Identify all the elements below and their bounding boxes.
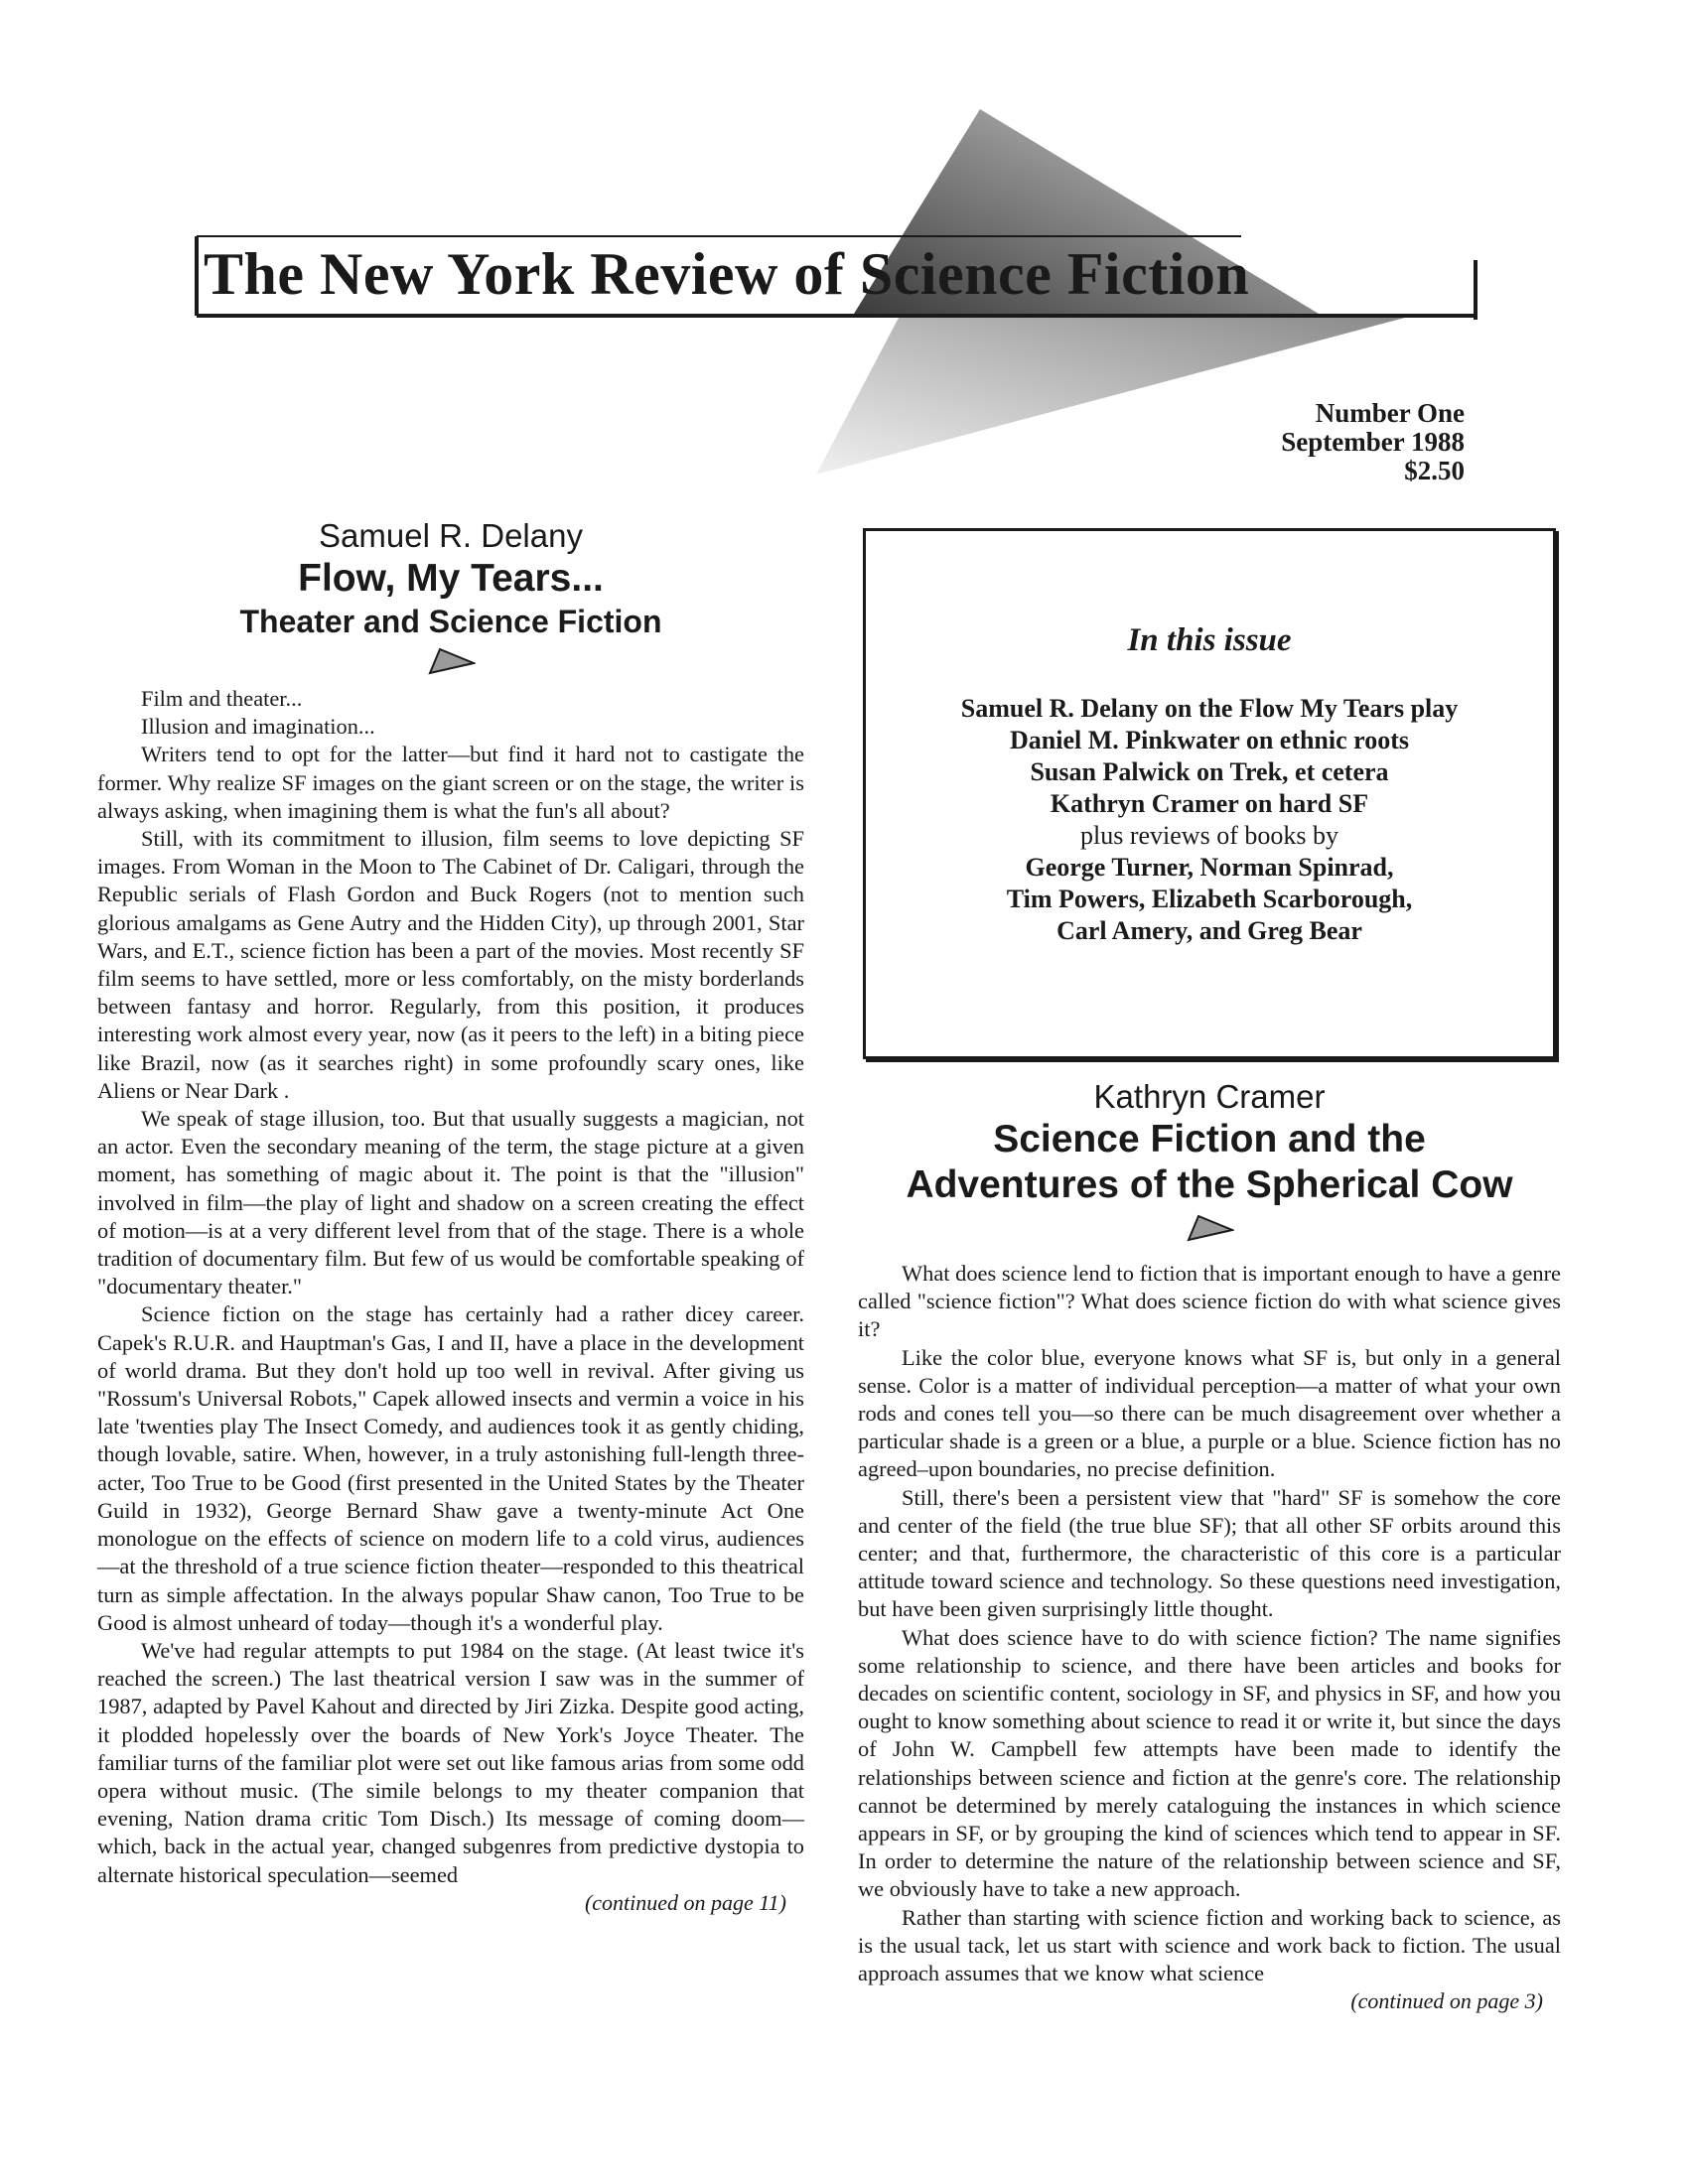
left-paragraph: Science fiction on the stage has certainly had a rather dicey career. Capek's R.U.R. and Hauptman's Gas, I and II, have a place in the development of world drama. But they don't hold up too well in revival. After giving us "Rossum's Universal Robots," Capek allowed insects and vermin a voice in his late 'twenties play The Insect Comedy, and audiences took it as gently chiding, though lovable, satire. When, however, in a truly astonishing full-length three-acter, Too True to be Good (first presented in the United States by the Theater Guild in 1932), George Bernard Shaw gave a twenty-minute Act One monologue on the effects of science on modern life to a cold virus, audiences—at the threshold of a true science fiction theater—responded to this theatrical turn as simple affectation. In the always popular Shaw canon, Too True to be Good is almost unheard of today—though it's a wonderful play.	[97, 1301, 804, 1635]
right-article-title-line1: Science Fiction and the	[993, 1118, 1426, 1160]
in-this-issue-heading: In this issue	[1127, 622, 1292, 658]
issue-date: September 1988	[1281, 427, 1465, 457]
right-paragraph: What does science lend to fiction that is important enough to have a genre called "science fiction"? What does science fiction do with what science gives it?	[858, 1261, 1561, 1342]
contents-item: Daniel M. Pinkwater on ethnic roots	[1009, 726, 1410, 754]
in-this-issue-list	[866, 693, 1553, 947]
left-paragraph: Writers tend to opt for the latter—but find it hard not to castigate the former. Why realize SF images on the giant screen or on the stage, the writer is always asking, when imagining them is what the fun's all about?	[97, 742, 804, 823]
right-paragraph: Like the color blue, everyone knows what SF is, but only in a general sense. Color is a matter of individual perception—a matter of what your own rods and cones tell you—so there can be much disagreement over whether a particular shade is a green or a blue, a purple or a blue. Science fiction has no agreed–upon boundaries, no precise definition.	[858, 1344, 1561, 1482]
in-this-issue-box	[863, 528, 1556, 1059]
contents-item: Samuel R. Delany on the Flow My Tears play	[960, 694, 1459, 723]
review-authors: Carl Amery, and Greg Bear	[1056, 916, 1362, 945]
left-continued-note: (continued on page 11)	[584, 1889, 786, 1915]
right-continued-note: (continued on page 3)	[1350, 1988, 1543, 2014]
left-paragraph: We've had regular attempts to put 1984 on the stage. (At least twice it's reached the screen.) The last theatrical version I saw was in the summer of 1987, adapted by Pavel Kahout and directed by Jiri Zizka. Despite good acting, it plodded hopelessly over the boards of New York's Joyce Theater. The familiar turns of the familiar plot were set out like famous arias from some odd opera without music. (The simile belongs to my theater companion that evening, Nation drama critic Tom Disch.) Its message of coming doom—which, back in the actual year, changed subgenres from predictive dystopia to alternate historical speculation—seemed	[97, 1637, 804, 1887]
issue-info	[1281, 399, 1465, 485]
left-article-subtitle: Theater and Science Fiction	[239, 604, 662, 639]
left-paragraph: We speak of stage illusion, too. But that usually suggests a magician, not an actor. Even the secondary meaning of the term, the stage picture at a given moment, has something of magic about it. The point is that the "illusion" involved in film—the play of light and shadow on a screen creating the effect of motion—is at a very different level from that of the stage. There is a whole tradition of documentary film. But few of us would be comfortable speaking of "documentary theater."	[97, 1106, 804, 1299]
right-paragraph: Rather than starting with science fiction and working back to science, as is the usual tack, let us start with science and work back to fiction. The usual approach assumes that we know what science	[858, 1904, 1561, 1986]
triangle-dingbat-icon	[1185, 1214, 1234, 1242]
contents-item: Susan Palwick on Trek, et cetera	[1030, 757, 1389, 786]
reviews-intro: plus reviews of books by	[1080, 821, 1338, 850]
issue-number: Number One	[1315, 398, 1465, 428]
right-article	[858, 1077, 1561, 2015]
right-article-author: Kathryn Cramer	[1093, 1078, 1326, 1115]
contents-item: Kathryn Cramer on hard SF	[1050, 789, 1369, 818]
right-article-body	[858, 1260, 1561, 1987]
left-paragraph: Still, with its commitment to illusion, film seems to love depicting SF images. From Woman in the Moon to The Cabinet of Dr. Caligari, through the Republic serials of Flash Gordon and Buck Rogers (not to mention such glorious amalgams as Gene Autry and the Hidden City), up through 2001, Star Wars, and E.T., science fiction has been a part of the movies. Most recently SF film seems to have settled, more or less comfortably, on the misty borderlands between fantasy and horror. Regularly, from this position, it produces interesting work almost every year, now (as it peers to the left) in a biting piece like Brazil, now (as it searches right) in some profoundly scary ones, like Aliens or Near Dark .	[97, 826, 804, 1103]
triangle-dingbat-icon	[426, 647, 476, 675]
review-authors: George Turner, Norman Spinrad,	[1025, 853, 1394, 882]
issue-price: $2.50	[1404, 456, 1465, 485]
right-article-title-line2: Adventures of the Spherical Cow	[906, 1163, 1513, 1206]
right-paragraph: Still, there's been a persistent view that "hard" SF is somehow the core and center of the field (the true blue SF); that all other SF orbits around this center; and that, furthermore, the characteristic of this core is a particular attitude toward science and technology. So these questions need investigation, but have been given surprisingly little thought.	[858, 1484, 1561, 1622]
left-paragraph: Film and theater...	[141, 686, 303, 711]
left-article	[97, 516, 804, 1917]
left-paragraph: Illusion and imagination...	[141, 714, 375, 740]
left-article-author: Samuel R. Delany	[319, 517, 583, 554]
review-authors: Tim Powers, Elizabeth Scarborough,	[1006, 885, 1413, 913]
right-paragraph: What does science have to do with science fiction? The name signifies some relationship to science, and there have been articles and books for decades on scientific content, sociology in SF, and physics in SF, and how you ought to know something about science to read it or write it, but since the days of John W. Campbell few attempts have been made to identify the relationships between science and fiction at the genre's core. The relationship cannot be determined by merely cataloguing the instances in which science appears in SF, or by grouping the kind of sciences which tend to appear in SF. In order to determine the nature of the relationship between science and SF, we obviously have to take a new approach.	[858, 1624, 1561, 1902]
masthead-title: The New York Review of Science Fiction	[204, 241, 1250, 307]
left-article-body	[97, 685, 804, 1889]
left-article-title: Flow, My Tears...	[298, 557, 604, 600]
